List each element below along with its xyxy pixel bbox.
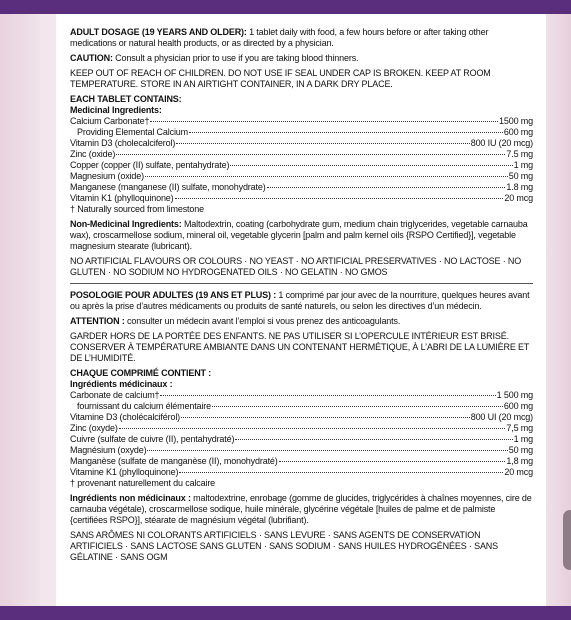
ingredient-amount: 20 mcg (504, 467, 533, 477)
contains-heading: EACH TABLET CONTAINS: (70, 94, 182, 104)
ingredient-row (70, 149, 533, 160)
ingredient-row (70, 182, 533, 193)
french-section (70, 290, 533, 563)
ingredient-amount: 7.5 mg (506, 149, 533, 159)
caution-heading: CAUTION: (70, 53, 113, 63)
storage-text: KEEP OUT OF REACH OF CHILDREN. DO NOT USE IF SEAL UNDER CAP IS BROKEN. KEEP AT ROOM TEMPERATURE. STORE IN AN AIRTIGHT CONTAINER, IN A DARK DRY PLACE. (70, 68, 491, 89)
edge-object (563, 510, 571, 570)
ingredient-amount: 1 mg (513, 434, 533, 444)
dot-leader (189, 132, 503, 133)
dosage-paragraph-fr (70, 290, 533, 312)
ingredient-row (70, 127, 533, 138)
ingredient-amount: 1,8 mg (506, 456, 533, 466)
ingredient-name: Vitamin K1 (phylloquinone) (70, 193, 174, 203)
ingredient-row (70, 116, 533, 127)
label-panel (56, 14, 546, 606)
caution-paragraph-fr (70, 316, 533, 327)
dot-leader (175, 198, 504, 199)
medicinal-heading: Medicinal Ingredients: (70, 105, 162, 115)
ingredient-row (70, 160, 533, 171)
ingredient-list-fr (70, 390, 533, 478)
dot-leader (176, 143, 470, 144)
dosage-paragraph (70, 27, 533, 49)
ingredient-row (70, 434, 533, 445)
ingredient-name: Manganèse (sulfate de manganèse (II), monohydraté) (70, 456, 278, 466)
ingredient-amount: 1 mg (513, 160, 533, 170)
free-from-text: NO ARTIFICIAL FLAVOURS OR COLOURS · NO YEAST · NO ARTIFICIAL PRESERVATIVES · NO LACTOSE · NO GLUTEN · NO SODIUM NO HYDROGENATED OILS · NO GELATIN · NO GMOS (70, 256, 522, 277)
ingredient-row (70, 456, 533, 467)
dosage-text-fr: 1 comprimé par jour avec de la nourriture, quelques heures avant ou après la prise d’autres médicaments ou produits de santé naturels, ou selon les directives d’un médecin. (70, 290, 530, 311)
caution-paragraph (70, 53, 533, 64)
dot-leader (279, 461, 506, 462)
left-background (0, 14, 40, 606)
ingredient-name: Vitamin D3 (cholecalciferol) (70, 138, 176, 148)
caution-text-fr: consulter un médecin avant l’emploi si vous prenez des anticoagulants. (124, 316, 401, 326)
dosage-heading-fr: POSOLOGIE POUR ADULTES (19 ANS ET PLUS) : (70, 290, 277, 300)
ingredient-list (70, 116, 533, 204)
ingredient-name: Magnesium (oxide) (70, 171, 144, 181)
ingredient-amount: 1 500 mg (496, 390, 533, 400)
dot-leader (181, 417, 470, 418)
ingredient-row (70, 423, 533, 434)
ingredient-name: Zinc (oxyde) (70, 423, 118, 433)
dot-leader (145, 176, 508, 177)
nonmedicinal-paragraph (70, 219, 533, 252)
ingredient-amount: 1.8 mg (506, 182, 533, 192)
ingredient-name: Carbonate de calcium† (70, 390, 160, 400)
dosage-heading: ADULT DOSAGE (19 YEARS AND OLDER): (70, 27, 247, 37)
nonmedicinal-heading-fr: Ingrédients non médicinaux : (70, 493, 191, 503)
ingredient-amount: 800 UI (20 mcg) (470, 412, 533, 422)
english-section (70, 27, 533, 278)
ingredient-name: Vitamine K1 (phylloquinone) (70, 467, 179, 477)
footnote-fr: † provenant naturellement du calcaire (70, 478, 216, 488)
ingredient-name: Vitamine D3 (cholécalciférol) (70, 412, 181, 422)
ingredient-row (70, 138, 533, 149)
medicinal-heading-fr: Ingrédients médicinaux : (70, 379, 173, 389)
ingredient-amount: 600 mg (503, 401, 533, 411)
ingredient-name: Manganese (manganese (II) sulfate, monohydrate) (70, 182, 266, 192)
storage-text-fr: GARDER HORS DE LA PORTÉE DES ENFANTS. NE PAS UTILISER SI L’OPERCULE INTÉRIEUR EST BRISÉ. CONSERVER À TEMPÉRATURE AMBIANTE DANS UN CONTENANT HERMÉTIQUE, À L’ABRI DE LA LUMIÈRE ET DE L’HUMIDITÉ. (70, 331, 530, 363)
dot-leader (235, 439, 512, 440)
ingredient-name: fournissant du calcium élémentaire (77, 401, 211, 411)
ingredient-row (70, 171, 533, 182)
ingredient-name: Providing Elemental Calcium (77, 127, 188, 137)
ingredient-name: Magnésium (oxyde) (70, 445, 147, 455)
ingredient-row (70, 401, 533, 412)
dot-leader (147, 450, 507, 451)
ingredient-amount: 50 mg (508, 171, 533, 181)
ingredient-name: Zinc (oxide) (70, 149, 116, 159)
ingredient-amount: 7,5 mg (506, 423, 533, 433)
free-from-text-fr: SANS ARÔMES NI COLORANTS ARTIFICIELS · SANS LEVURE · SANS AGENTS DE CONSERVATION ARTIFICIELS · SANS LACTOSE SANS GLUTEN · SANS SODIUM · SANS HUILES HYDROGÉNÉES · SANS GÉLATINE · SANS OGM (70, 530, 499, 562)
ingredient-amount: 600 mg (503, 127, 533, 137)
dot-leader (267, 187, 506, 188)
dot-leader (150, 121, 498, 122)
dosage-text: 1 tablet daily with food, a few hours before or after taking other medications or natural health products, or as directed by a physician. (70, 27, 489, 48)
ingredient-amount: 1500 mg (499, 116, 533, 126)
ingredient-row (70, 412, 533, 423)
dot-leader (179, 472, 503, 473)
nonmedicinal-heading: Non-Medicinal Ingredients: (70, 219, 182, 229)
ingredient-row (70, 467, 533, 478)
caution-heading-fr: ATTENTION : (70, 316, 125, 326)
nonmedicinal-paragraph-fr (70, 493, 533, 526)
nonmedicinal-text: Maltodextrin, coating (carbohydrate gum, medium chain triglycerides, vegetable carnauba wax), croscarmellose sodium, mineral oil, vegetable glycerin [palm and palm kernel oils {RSPO Certified}], vegetable magnesium stearate (lubricant). (70, 219, 528, 251)
ingredient-name: Cuivre (sulfate de cuivre (II), pentahydraté) (70, 434, 235, 444)
bottom-purple-band (0, 606, 571, 620)
ingredient-amount: 20 mcg (504, 193, 533, 203)
dot-leader (160, 395, 495, 396)
contains-heading-fr: CHAQUE COMPRIMÉ CONTIENT : (70, 368, 212, 378)
ingredient-name: Calcium Carbonate† (70, 116, 150, 126)
dot-leader (116, 154, 505, 155)
ingredient-row (70, 193, 533, 204)
ingredient-row (70, 445, 533, 456)
top-purple-band (0, 0, 571, 14)
dot-leader (212, 406, 503, 407)
ingredient-amount: 50 mg (508, 445, 533, 455)
caution-text: Consult a physician prior to use if you are taking blood thinners. (112, 53, 359, 63)
ingredient-name: Copper (copper (II) sulfate, pentahydrate) (70, 160, 230, 170)
dot-leader (230, 165, 512, 166)
nonmedicinal-text-fr: maltodextrine, enrobage (gomme de glucides, triglycérides à chaînes moyennes, cire de carnauba végétale), croscarmellose sodique, huile minérale, glycérine végétale [huiles de palme et de palmiste {certifiées RSPO}], stéarate de magnésium végétal (lubrifiant). (70, 493, 532, 525)
dot-leader (119, 428, 506, 429)
ingredient-amount: 800 IU (20 mcg) (470, 138, 533, 148)
ingredient-row (70, 390, 533, 401)
footnote: † Naturally sourced from limestone (70, 204, 204, 214)
section-divider (70, 283, 533, 284)
